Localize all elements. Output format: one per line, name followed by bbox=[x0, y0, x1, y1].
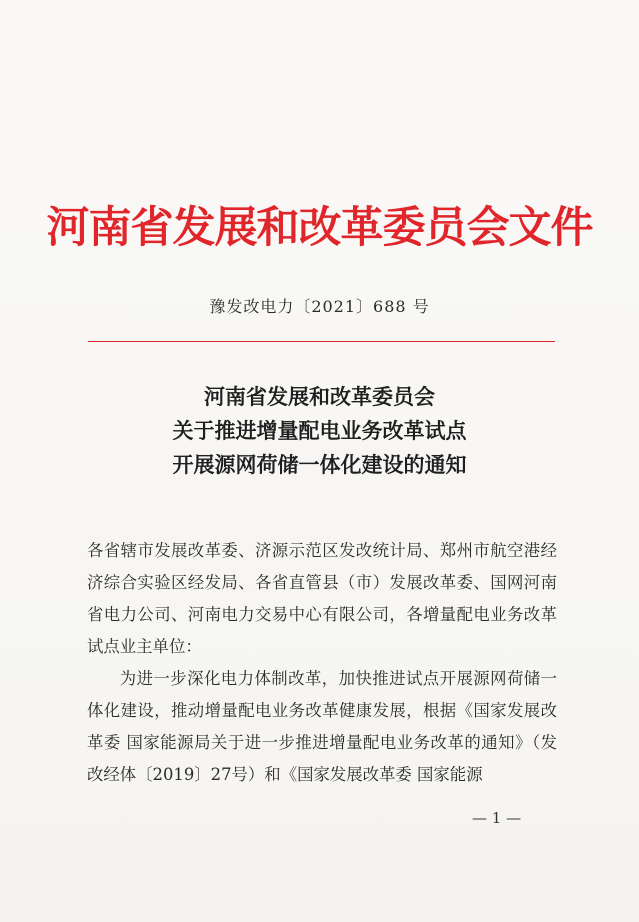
red-divider-line bbox=[88, 341, 555, 342]
document-body bbox=[87, 535, 557, 791]
title-line-3: 开展源网荷储一体化建设的通知 bbox=[172, 452, 467, 477]
page-number: — 1 — bbox=[472, 809, 522, 827]
title-line-2: 关于推进增量配电业务改革试点 bbox=[172, 418, 467, 443]
addressee-paragraph: 各省辖市发展改革委、济源示范区发改统计局、郑州市航空港经济综合实验区经发局、各省直管县（市）发展改革委、国网河南省电力公司、河南电力交易中心有限公司，各增量配电业务改革试点业主单位： bbox=[87, 541, 557, 656]
title-line-1: 河南省发展和改革委员会 bbox=[204, 384, 435, 409]
document-number: 豫发改电力〔2021〕688 号 bbox=[209, 297, 430, 316]
body-paragraph-1: 为进一步深化电力体制改革，加快推进试点开展源网荷储一体化建设，推动增量配电业务改革健康发展，根据《国家发展改革委 国家能源局关于进一步推进增量配电业务改革的通知》（发改经体〔2019〕27号）和《国家发展改革委 国家能源 bbox=[87, 669, 557, 784]
issuer-header: 河南省发展和改革委员会文件 bbox=[46, 203, 593, 253]
document-title bbox=[0, 380, 639, 482]
